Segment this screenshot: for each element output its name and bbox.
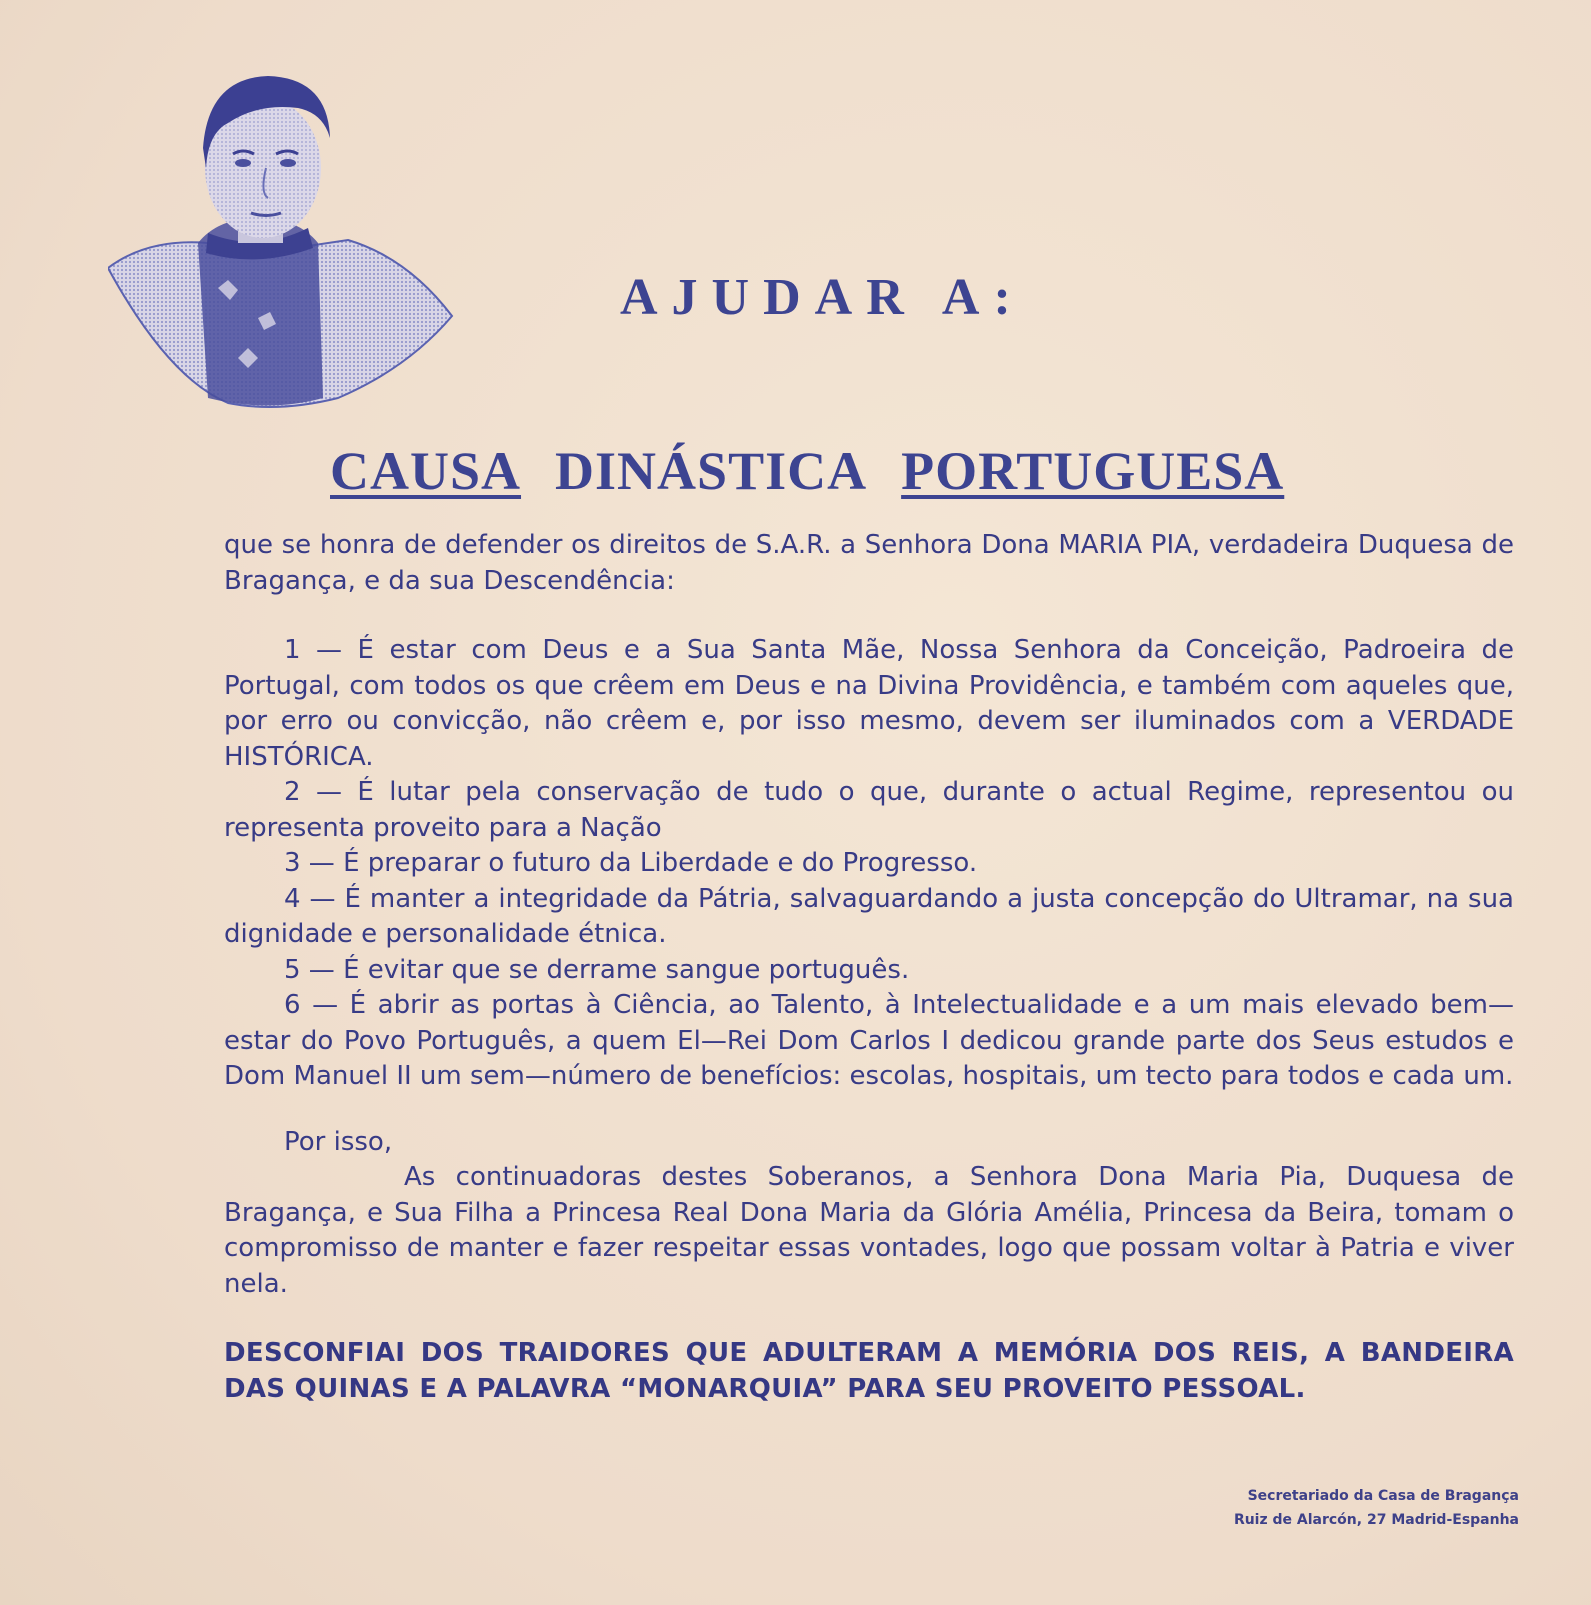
footer-line-2: Ruiz de Alarcón, 27 Madrid-Espanha [1233, 1512, 1519, 1528]
title-word-causa: CAUSA [330, 441, 522, 501]
footer-line-1: Secretariado da Casa de Bragança [1247, 1488, 1519, 1504]
intro-paragraph: que se honra de defender os direitos de S.A.R. a Senhora Dona MARIA PIA, verdadeira Duquesa de Bragança, e da sua Descendência: [224, 530, 1514, 596]
title-word-portuguesa: PORTUGUESA [901, 441, 1285, 501]
list-item: 4 — É manter a integridade da Pátria, salvaguardando a justa concepção do Ultramar, na sua dignidade e personalidade étnica. [224, 883, 1514, 949]
list-item: 5 — É evitar que se derrame sangue português. [284, 954, 910, 985]
warning-paragraph: DESCONFIAI DOS TRAIDORES QUE ADULTERAM A MEMÓRIA DOS REIS, A BANDEIRA DAS QUINAS E A PALAVRA “MONARQUIA” PARA SEU PROVEITO PESSOAL. [224, 1338, 1514, 1404]
portrait-photo [108, 68, 464, 410]
list-item: 2 — É lutar pela conservação de tudo o que, durante o actual Regime, representou ou representa proveito para a Nação [224, 777, 1514, 843]
document-body [224, 528, 1514, 1407]
continuation-paragraph: As continuadoras destes Soberanos, a Senhora Dona Maria Pia, Duquesa de Bragança, e Sua Filha a Princesa Real Dona Maria da Glória Amélia, Princesa da Beira, tomam o compromisso de manter e fazer respeitar essas vontades, logo que possam voltar à Patria e viver nela. [224, 1162, 1514, 1299]
heading-ajudar: AJUDAR A: [620, 269, 1025, 326]
por-isso-line: Por isso, [284, 1126, 393, 1157]
page-title [330, 440, 1420, 502]
list-item: 1 — É estar com Deus e a Sua Santa Mãe, Nossa Senhora da Conceição, Padroeira de Portugal, com todos os que crêem em Deus e na Divina Providência, e também com aqueles que, por erro ou convicção, não crêem e, por isso mesmo, devem ser iluminados com a VERDADE HISTÓRICA. [224, 635, 1514, 772]
list-item: 3 — É preparar o futuro da Liberdade e do Progresso. [284, 848, 978, 878]
list-item: 6 — É abrir as portas à Ciência, ao Talento, à Intelectualidade e a um mais elevado bem—estar do Povo Português, a quem El—Rei Dom Carlos I dedicou grande parte dos Seus estudos e Dom Manuel II um sem—número de benefícios: escolas, hospitais, um tecto para todos e cada um. [224, 990, 1514, 1091]
footer-address [1234, 1484, 1519, 1532]
title-word-dinastica: DINÁSTICA [555, 441, 868, 501]
